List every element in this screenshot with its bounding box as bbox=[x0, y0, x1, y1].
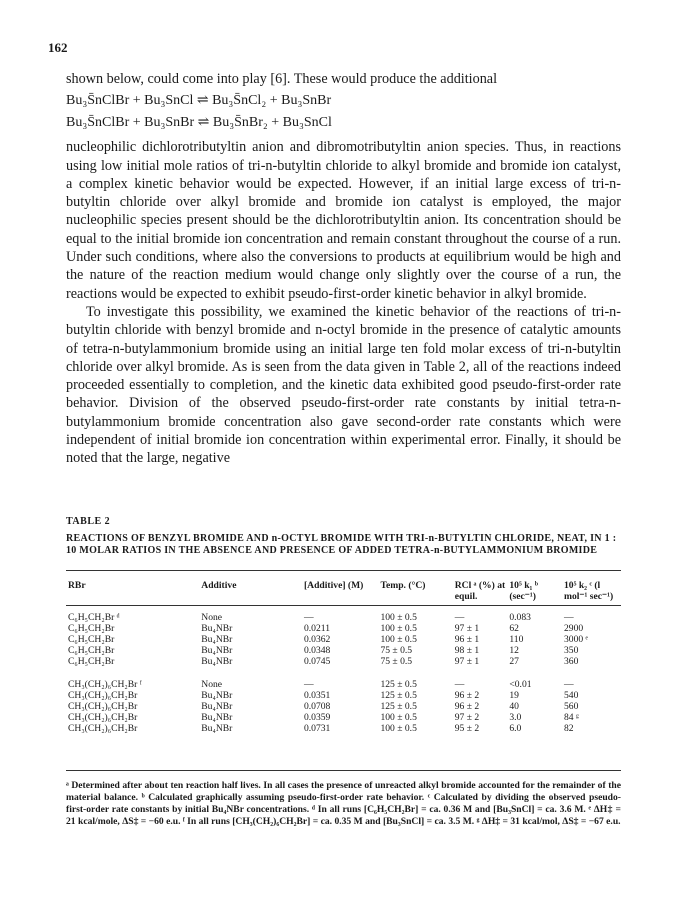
table-top-rule bbox=[66, 570, 621, 571]
cell-rcl: 95 ± 2 bbox=[454, 723, 480, 734]
cell-conc: 0.0351 bbox=[303, 690, 331, 701]
table-caption: REACTIONS OF BENZYL BROMIDE AND n-OCTYL BROMIDE WITH TRI-n-BUTYLTIN CHLORIDE, NEAT, IN 1 : 10 MOLAR RATIOS IN THE ABSENCE AND PRESENCE OF ADDED TETRA-n-BUTYLAMMONIUM BROMIDE bbox=[66, 533, 617, 556]
table-header-row bbox=[66, 580, 621, 602]
header-rbr: RBr bbox=[68, 580, 86, 591]
header-temp: Temp. (°C) bbox=[380, 580, 426, 591]
cell-conc: 0.0362 bbox=[303, 634, 331, 645]
table-row bbox=[66, 645, 621, 656]
paragraph-intro: shown below, could come into play [6]. These would produce the additional bbox=[66, 71, 498, 87]
cell-rcl: 97 ± 2 bbox=[454, 712, 480, 723]
cell-rbr: CH₃(CH₂)₆CH₂Br ᶠ bbox=[68, 679, 142, 690]
header-additive-conc: [Additive] (M) bbox=[303, 580, 364, 591]
cell-rcl: 96 ± 1 bbox=[454, 634, 480, 645]
table-row bbox=[66, 701, 621, 712]
table-footnotes: ᵃ Determined after about ten reaction half lives. In all cases the presence of unreacted alkyl bromide accounted for the remainder of the material balance. ᵇ Calculated graphically assuming pseudo-first-order rate behavior. ᶜ Calculated by dividing the observed pseudo-first-order rate constants by initial Bu₄NBr concentrations. ᵈ In all runs [C₆H₅CH₂Br] = ca. 0.36 M and [Bu₃SnCl] = ca. 3.6 M. ᵉ ΔH‡ = 21 kcal/mole, ΔS‡ = −60 e.u. ᶠ In all runs [CH₃(CH₂)₆CH₂Br] = ca. 0.35 M and [Bu₃SnCl] = ca. 3.5 M. ᵍ ΔH‡ = 31 kcal/mol, ΔS‡ = −67 e.u. bbox=[66, 780, 621, 827]
cell-temp: 125 ± 0.5 bbox=[380, 701, 417, 712]
cell-k1: <0.01 bbox=[509, 679, 532, 690]
cell-rbr: C₆H₅CH₂Br ᵈ bbox=[68, 612, 120, 623]
cell-rcl: 96 ± 2 bbox=[454, 701, 480, 712]
data-table bbox=[66, 580, 621, 734]
cell-temp: 75 ± 0.5 bbox=[380, 645, 413, 656]
cell-k1: 27 bbox=[509, 656, 519, 667]
table-label: TABLE 2 bbox=[66, 516, 111, 527]
cell-conc: 0.0211 bbox=[303, 623, 330, 634]
cell-conc: — bbox=[303, 679, 314, 690]
cell-temp: 125 ± 0.5 bbox=[380, 690, 417, 701]
header-k2: 10⁵ k₂ ᶜ (l mol⁻¹ sec⁻¹) bbox=[563, 580, 614, 602]
cell-k1: 110 bbox=[509, 634, 524, 645]
cell-rcl: 97 ± 1 bbox=[454, 656, 480, 667]
cell-rbr: C₆H₅CH₂Br bbox=[68, 623, 115, 634]
table-row bbox=[66, 656, 621, 667]
cell-additive: Bu₄NBr bbox=[201, 656, 233, 667]
cell-additive: Bu₄NBr bbox=[201, 723, 233, 734]
header-additive: Additive bbox=[201, 580, 237, 591]
header-k1: 10⁵ k₁ ᵇ (sec⁻¹) bbox=[509, 580, 538, 602]
cell-additive: Bu₄NBr bbox=[201, 701, 233, 712]
cell-rcl: 97 ± 1 bbox=[454, 623, 480, 634]
cell-k2: 540 bbox=[563, 690, 579, 701]
table-bottom-rule bbox=[66, 770, 621, 771]
cell-additive: Bu₄NBr bbox=[201, 645, 233, 656]
cell-rcl: — bbox=[454, 679, 465, 690]
cell-rbr: C₆H₅CH₂Br bbox=[68, 645, 115, 656]
cell-temp: 100 ± 0.5 bbox=[380, 712, 417, 723]
cell-k1: 3.0 bbox=[509, 712, 522, 723]
cell-k2: 350 bbox=[563, 645, 579, 656]
cell-k1: 6.0 bbox=[509, 723, 522, 734]
cell-rcl: 96 ± 2 bbox=[454, 690, 480, 701]
cell-rcl: — bbox=[454, 612, 465, 623]
cell-additive: None bbox=[201, 679, 223, 690]
cell-temp: 100 ± 0.5 bbox=[380, 723, 417, 734]
cell-temp: 125 ± 0.5 bbox=[380, 679, 417, 690]
cell-rbr: CH₃(CH₂)₆CH₂Br bbox=[68, 712, 138, 723]
cell-k1: 0.083 bbox=[509, 612, 531, 623]
cell-rbr: CH₃(CH₂)₆CH₂Br bbox=[68, 701, 138, 712]
header-rcl: RCl ᵃ (%) at equil. bbox=[454, 580, 506, 602]
cell-temp: 100 ± 0.5 bbox=[380, 623, 417, 634]
cell-conc: 0.0359 bbox=[303, 712, 331, 723]
equation-block bbox=[66, 90, 621, 134]
cell-conc: 0.0348 bbox=[303, 645, 331, 656]
cell-k2: 2900 bbox=[563, 623, 584, 634]
cell-rbr: C₆H₅CH₂Br bbox=[68, 656, 115, 667]
cell-additive: Bu₄NBr bbox=[201, 634, 233, 645]
equation-2: Bu₃S̄nClBr + Bu₃SnBr ⇌ Bu₃S̄nBr₂ + Bu₃SnCl bbox=[66, 115, 332, 131]
cell-additive: None bbox=[201, 612, 223, 623]
cell-k2: 84 ᵍ bbox=[563, 712, 579, 723]
cell-additive: Bu₄NBr bbox=[201, 690, 233, 701]
page-number: 162 bbox=[48, 40, 68, 55]
cell-temp: 100 ± 0.5 bbox=[380, 634, 417, 645]
cell-k2: — bbox=[563, 612, 574, 623]
cell-additive: Bu₄NBr bbox=[201, 712, 233, 723]
table-row bbox=[66, 690, 621, 701]
equation-1: Bu₃S̄nClBr + Bu₃SnCl ⇌ Bu₃S̄nCl₂ + Bu₃SnBr bbox=[66, 93, 332, 109]
cell-k1: 19 bbox=[509, 690, 519, 701]
cell-rbr: CH₃(CH₂)₆CH₂Br bbox=[68, 690, 138, 701]
cell-conc: — bbox=[303, 612, 314, 623]
cell-rcl: 98 ± 1 bbox=[454, 645, 480, 656]
table-row bbox=[66, 634, 621, 645]
cell-k1: 40 bbox=[509, 701, 519, 712]
table-row bbox=[66, 612, 621, 623]
table-row bbox=[66, 623, 621, 634]
body-text bbox=[66, 70, 621, 468]
paragraph-2: nucleophilic dichlorotributyltin anion and dibromotributyltin anion species. Thus, in reactions using low initial mole ratios of tri-n-butyltin chloride to alkyl bromide and bromide ion catalyst, a complex kinetic behavior would be expected. However, if an initial large excess of tri-n-butyltin chloride over alkyl bromide and bromide ion catalyst is employed, the major nucleophilic species present should be the dichlorotributyltin anion. Its concentration should be equal to the initial bromide ion concentration and remain constant throughout the course of a run. Under such conditions, where also the conversions to products at equilibrium would be high and the nature of the reaction medium would change only slightly over the course of a run, the reactions would be expected to exhibit pseudo-first-order kinetic behavior in alkyl bromide. bbox=[66, 139, 621, 302]
cell-k2: — bbox=[563, 679, 574, 690]
table-row bbox=[66, 712, 621, 723]
cell-temp: 100 ± 0.5 bbox=[380, 612, 417, 623]
cell-k2: 3000 ᵉ bbox=[563, 634, 589, 645]
paragraph-3: To investigate this possibility, we examined the kinetic behavior of the reactions of tri-n-butyltin chloride with benzyl bromide and n-octyl bromide in the presence of catalytic amounts of tetra-n-butylammonium bromide using an initial large ten fold molar excess of tri-n-butyltin chloride over alkyl bromide. As is seen from the data given in Table 2, all of the reactions indeed proceeded essentially to completion, and the kinetic data exhibited good pseudo-first-order rate behavior. Division of the observed pseudo-first-order rate constants by initial tetra-n-butylammonium bromide concentration also gave second-order rate constants which were independent of initial bromide ion concentration within experimental error. Finally, it should be noted that the large, negative bbox=[66, 303, 621, 467]
cell-conc: 0.0708 bbox=[303, 701, 331, 712]
cell-k1: 62 bbox=[509, 623, 519, 634]
table-row bbox=[66, 723, 621, 734]
cell-rbr: C₆H₅CH₂Br bbox=[68, 634, 115, 645]
cell-temp: 75 ± 0.5 bbox=[380, 656, 413, 667]
table-row bbox=[66, 667, 621, 690]
cell-additive: Bu₄NBr bbox=[201, 623, 233, 634]
cell-conc: 0.0745 bbox=[303, 656, 331, 667]
cell-k2: 82 bbox=[563, 723, 574, 734]
cell-k2: 360 bbox=[563, 656, 579, 667]
cell-conc: 0.0731 bbox=[303, 723, 331, 734]
cell-k2: 560 bbox=[563, 701, 579, 712]
cell-k1: 12 bbox=[509, 645, 519, 656]
cell-rbr: CH₃(CH₂)₆CH₂Br bbox=[68, 723, 138, 734]
